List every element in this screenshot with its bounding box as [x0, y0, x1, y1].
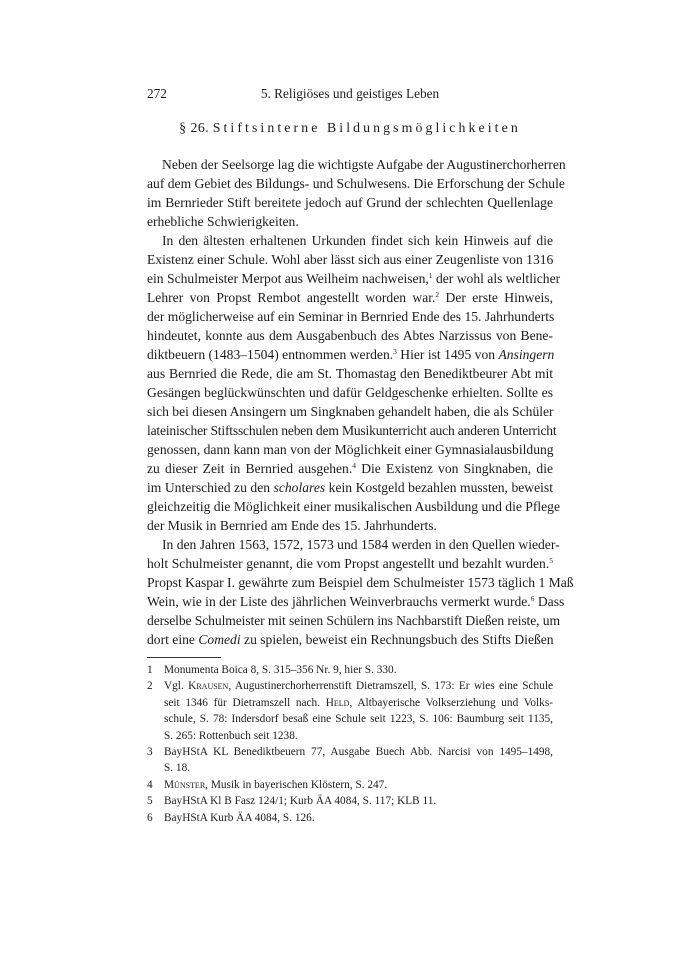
text-line: sich bei diesen Ansingern um Singknaben gehandelt haben, die als Schüler [147, 404, 554, 419]
running-head: 5. Religiöses und geistiges Leben [260, 86, 440, 101]
footnote-line: S. 18. [164, 762, 191, 775]
text-line: der möglicherweise auf ein Seminar in Bernried Ende des 15. Jahrhunderts [147, 309, 555, 324]
author-name: Krausen [188, 680, 229, 693]
section-heading [147, 120, 553, 136]
footnote-ref[interactable]: 6 [530, 594, 535, 603]
author-name: Münster [164, 778, 206, 791]
text-line: hindeutet, konnte aus dem Ausgabenbuch des Abtes Narzissus von Bene- [147, 328, 553, 343]
paragraph-2 [147, 231, 561, 535]
footnote-2 [147, 678, 553, 744]
section-title: Stiftsinterne Bildungsmöglichkeiten [212, 120, 521, 135]
footnote-rule [147, 657, 221, 658]
text-line: Gesängen beglückwünschten und dafür Geldgeschenke erhielten. Sollte es [147, 385, 553, 400]
italic-term: Comedi [198, 632, 241, 647]
footnote-line: BayHStA KL Benediktbeuern 77, Ausgabe Buech Abb. Narcisi von 1495–1498, [164, 745, 553, 758]
italic-term: scholares [273, 480, 326, 495]
text-line: im Bernrieder Stift bereitete jedoch auf Grund der schlechten Quellenlage [147, 195, 553, 210]
footnote-line: Monumenta Boica 8, S. 315–356 Nr. 9, hier S. 330. [164, 664, 397, 676]
text-line: lateinischer Stiftsschulen neben dem Musikunterricht auch anderen Unterricht [147, 423, 557, 438]
footnote-number: 3 [147, 745, 153, 758]
footnote-6 [147, 810, 553, 826]
footnote-line: schule, S. 78: Indersdorf besaß eine Schule seit 1223, S. 106: Baumburg seit 1135, [164, 713, 553, 726]
text-line: gleichzeitig die Möglichkeit einer musikalischen Ausbildung und die Pflege [147, 499, 561, 514]
text-line: diktbeuern (1483–1504) entnommen werden.$^3$ Hier ist 1495 von Ansingern [147, 347, 555, 362]
footnote-3 [147, 744, 553, 777]
text-line: der Musik in Bernried am Ende des 15. Jahrhunderts. [147, 518, 437, 533]
footnote-ref[interactable]: 4 [352, 461, 357, 470]
text-line: derselbe Schulmeister mit seinen Schülern ins Nachbarstift Dießen reiste, um [147, 613, 560, 628]
text-line: Lehrer von Propst Rembot angestellt worden war.$^2$ Der erste Hinweis, [147, 290, 553, 305]
footnote-line: BayHStA Kurb ÄA 4084, S. 126. [164, 811, 315, 824]
footnote-ref[interactable]: 2 [435, 290, 440, 299]
text-line: In den ältesten erhaltenen Urkunden findet sich kein Hinweis auf die [162, 233, 553, 248]
footnote-number: 6 [147, 811, 153, 824]
text-line: Propst Kaspar I. gewährte zum Beispiel dem Schulmeister 1573 täglich 1 Maß [147, 575, 574, 590]
footnote-line: seit 1346 für Dietramszell nach. Held, Altbayerische Volkserziehung und Volks- [164, 696, 553, 709]
footnote-number: 1 [147, 664, 153, 676]
footnote-line: S. 265: Rottenbuch seit 1238. [164, 729, 298, 742]
footnote-line: Münster, Musik in bayerischen Klöstern, S. 247. [164, 778, 388, 791]
footnote-ref[interactable]: 5 [549, 556, 553, 565]
text-line: Neben der Seelsorge lag die wichtigste Aufgabe der Augustinerchorherren [162, 157, 566, 172]
paragraph-1 [147, 155, 566, 231]
section-number: § 26. [179, 120, 210, 135]
text-line: aus Bernried die Rede, die am St. Thomastag den Benediktbeurer Abt mit [147, 366, 553, 381]
footnote-number: 2 [147, 680, 153, 693]
text-line: genossen, dann kann man von der Möglichkeit einer Gymnasialausbildung [147, 442, 554, 457]
page-header [147, 86, 553, 104]
footnote-number: 4 [147, 778, 153, 791]
footnote-line: Vgl. Krausen, Augustinerchorherrenstift Dietramszell, S. 173: Er wies eine Schule [164, 680, 553, 693]
text-line: Wein, wie in der Liste des jährlichen Weinverbrauchs vermerkt wurde.$^6$ Dass [147, 594, 565, 609]
text-line: dort eine Comedi zu spielen, beweist ein Rechnungsbuch des Stifts Dießen [147, 632, 554, 647]
footnote-5 [147, 793, 553, 809]
text-line: im Unterschied zu den scholares kein Kostgeld bezahlen mussten, beweist [147, 480, 553, 495]
text-line: holt Schulmeister genannt, die vom Propst angestellt und bezahlt wurden.$^5$ [147, 556, 553, 571]
footnote-ref[interactable]: 3 [393, 347, 397, 356]
footnote-number: 5 [147, 795, 153, 808]
author-name: Held [325, 696, 350, 709]
footnote-ref[interactable]: 1 [428, 271, 433, 280]
text-line: erhebliche Schwierigkeiten. [147, 214, 299, 229]
text-line: auf dem Gebiet des Bildungs- und Schulwesens. Die Erforschung der Schule [147, 176, 565, 191]
text-line: In den Jahren 1563, 1572, 1573 und 1584 werden in den Quellen wieder- [162, 537, 560, 552]
footnote-4 [147, 777, 553, 793]
text-line: ein Schulmeister Merpot aus Weilheim nachweisen,$^1$ der wohl als weltlicher [147, 271, 561, 286]
italic-term: Ansingern [498, 347, 555, 362]
page-number: 272 [147, 86, 167, 101]
paragraph-3 [147, 535, 574, 649]
text-line: zu dieser Zeit in Bernried ausgehen.$^4$ Die Existenz von Singknaben, die [147, 461, 554, 476]
text-line: Existenz einer Schule. Wohl aber lässt sich aus einer Zeugenliste von 1316 [147, 252, 554, 267]
body-text [147, 155, 574, 649]
footnote-1 [147, 662, 553, 678]
footnotes [147, 662, 553, 826]
footnote-line: BayHStA Kl B Fasz 124/1; Kurb ÄA 4084, S. 117; KLB 11. [164, 795, 437, 808]
